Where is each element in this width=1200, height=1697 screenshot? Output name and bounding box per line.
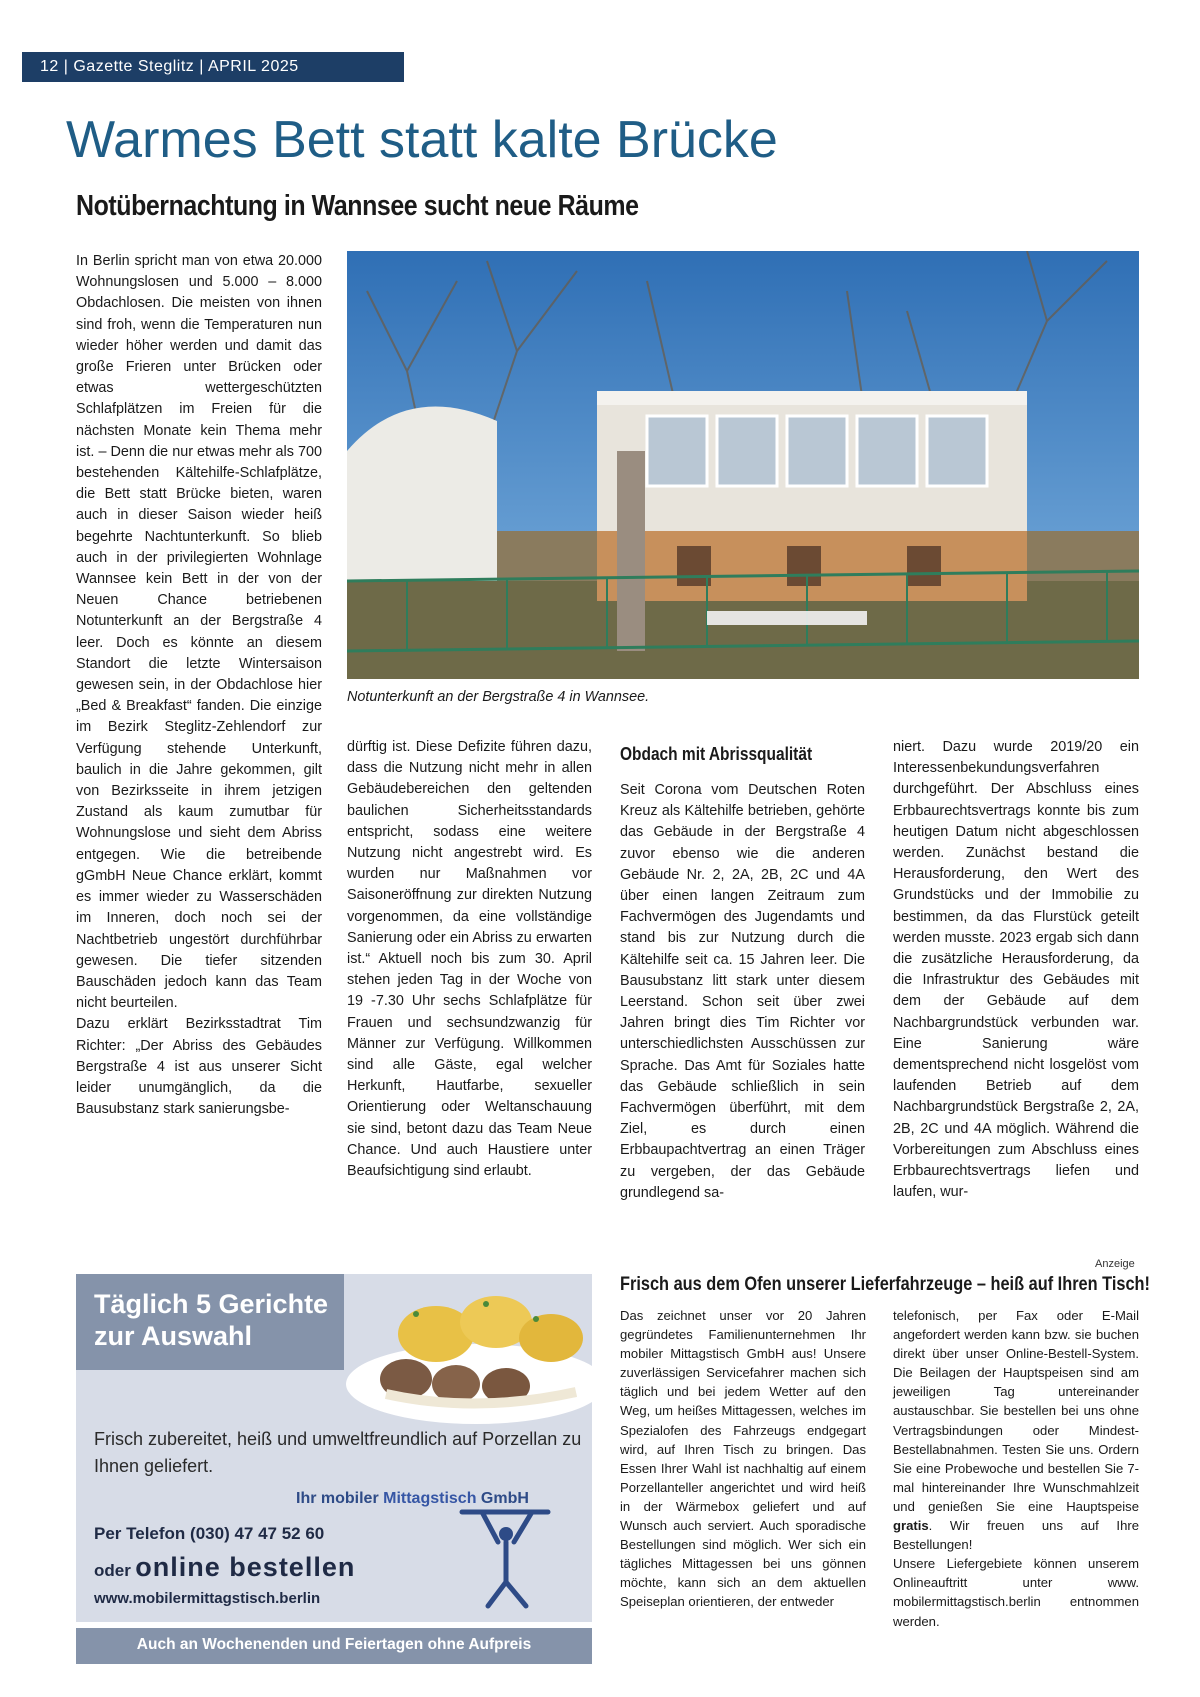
article-photo <box>347 251 1139 679</box>
ad-column-2 <box>893 1306 1139 1631</box>
article-paragraph: Seit Corona vom Deutschen Roten Kreuz als Kältehilfe betrieben, gehörte das Gebäude in der Bergstraße 4 zuvor ebenso wie die anderen Gebäude Nr. 2, 2A, 2B, 2C und 4A über einen langen Zeitraum zum Fachvermögen des Jugendamts und stand bis zur Nutzung durch die Kältehilfe seit ca. 15 Jahren leer. Die Bausubstanz litt stark unter diesem Leerstand. Schon seit über zwei Jahren bringt dies Tim Richter vor unterschiedlichsten Ausschüssen zur Sprache. Das Amt für Soziales hatte das Gebäude schließlich in sein Fachvermögen überführt, mit dem Ziel, es durch einen Erbbaupachtvertrag an einen Träger zu vergeben, der das Gebäude grundlegend sa- <box>620 782 865 1201</box>
ad-phone: Per Telefon (030) 47 47 52 60 <box>94 1524 325 1543</box>
brand-suffix: GmbH <box>476 1490 529 1507</box>
ad-online-text: online bestellen <box>135 1552 356 1582</box>
article-column-1 <box>76 251 322 1120</box>
article-title: Warmes Bett statt kalte Brücke <box>66 111 778 169</box>
ad-text: . Wir freuen uns auf Ihre Bestellungen! <box>893 1518 1139 1553</box>
brand-name: Mittagstisch <box>383 1490 477 1507</box>
ad-paragraph: Das zeichnet unser vor 20 Jahren gegründetes Familienunternehmen Ihr mobiler Mittagstisch GmbH aus! Unsere zuverlässigen Servicefahrer machen sich täglich und bei jedem Wetter auf den Weg, um heißes Mittagessen, welches im Spezialofen des Fahrzeugs endgegart wird, auf Ihren Tisch zu bringen. Das Essen Ihrer Wahl ist nachhaltig auf einem Porzellanteller angerichtet und wird heiß in der Wärmebox geliefert und auf Wunsch auch serviert. Auch sporadische Bestellungen sind möglich. Wer sich ein tägliches Mittagessen bei uns gönnen möchte, kann sich an dem aktuellen Speiseplan orientieren, der entweder <box>620 1308 866 1610</box>
photo-caption: Notunterkunft an der Bergstraße 4 in Wannsee. <box>347 689 650 705</box>
page-header-bar <box>22 52 404 82</box>
article-paragraph: Dazu erklärt Bezirksstadtrat Tim Richter: „Der Abriss des Gebäudes Bergstraße 4 ist aus unserer Sicht leider unumgänglich, da die Bausubstanz stark sanierungsbe- <box>76 1016 322 1118</box>
ad-box-title: Täglich 5 Gerichte zur Auswahl <box>94 1289 329 1351</box>
waiter-logo-icon <box>452 1502 558 1614</box>
article-paragraph: In Berlin spricht man von etwa 20.000 Wohnungslosen und 5.000 – 8.000 Obdachlosen. Die meisten von ihnen sind froh, wenn die Temperaturen nun wieder höher werden und damit das große Frieren unter Brücken oder etwas wettergeschützten Schlafplätzen im Freien für die nächsten Monate kein Thema mehr ist. – Denn die nur etwas mehr als 700 bestehenden Kältehilfe-Schlafplätze, die Bett statt Brücke bieten, waren auch in dieser Saison wieder heiß begehrte Nachtunterkunft. So blieb auch in der privilegierten Wohnlage Wannsee kein Bett in der von der Neuen Chance betriebenen Notunterkunft an der Bergstraße 4 leer. Doch es könnte an diesem Standort die letzte Wintersaison gewesen sein, in der Obdachlose hier „Bed & Breakfast“ fanden. Die einzige im Bezirk Steglitz-Zehlendorf zur Verfügung stehende Unterkunft, baulich in die Jahre gekommen, gilt von Bezirksseite in ihrem jetzigen Zustand als kaum zumutbar für Wohnungslose und sieht dem Abriss entgegen. Wie die betreibende gGmbH Neue Chance erklärt, kommt es immer wieder zu Wasserschäden im Inneren, doch noch sei der Nachtbetrieb ungestört durchführbar gewesen. Die tiefer sitzenden Bauschäden jedoch kann das Team nicht beurteilen. <box>76 253 322 1012</box>
ad-footer-banner <box>76 1628 592 1664</box>
article-column-3 <box>620 780 865 1204</box>
food-image <box>346 1274 592 1424</box>
ad-paragraph: Unsere Liefergebiete können unserem Onlineauftritt unter www. mobilermittagstisch.berlin entnommen werden. <box>893 1556 1139 1629</box>
ad-text: telefonisch, per Fax oder E-Mail angefordert werden kann bzw. sie buchen direkt über unser Online-Bestell-System. Die Beilagen der Hauptspeisen sind am jeweiligen Tag untereinander austauschbar. Sie bestellen bei uns ohne Vertragsbindungen oder Mindest-Bestellabnahmen. Testen Sie uns. Ordern Sie eine Probewoche und bestellen Sie 7-mal hintereinander Ihre Wunschmahlzeit und genießen Sie eine Hauptspeise <box>893 1308 1139 1514</box>
brand-prefix: Ihr mobiler <box>296 1490 384 1507</box>
ad-paragraph <box>893 1306 1139 1554</box>
article-subtitle: Notübernachtung in Wannsee sucht neue Räume <box>76 190 639 222</box>
ad-box-subtitle: Frisch zubereitet, heiß und umweltfreundlich auf Porzellan zu Ihnen geliefert. <box>94 1429 582 1476</box>
ad-banner <box>76 1274 592 1622</box>
ad-url: www.mobilermittagstisch.berlin <box>94 1590 321 1607</box>
section-heading: Obdach mit Abrissqualität <box>620 744 813 764</box>
ad-headline: Frisch aus dem Ofen unserer Lieferfahrzeuge – heiß auf Ihren Tisch! <box>620 1274 1150 1295</box>
ad-label: Anzeige <box>1095 1258 1135 1270</box>
page-header-text: 12 | Gazette Steglitz | APRIL 2025 <box>40 58 299 75</box>
article-column-2 <box>347 737 592 1182</box>
article-column-4 <box>893 737 1139 1203</box>
article-paragraph: dürftig ist. Diese Defizite führen dazu, dass die Nutzung nicht mehr in allen Gebäudebereichen den geltenden baulichen Sicherheitsstandards entspricht, sodass eine weitere Nutzung nicht angestrebt wird. Es wurden nur Maßnahmen vor Saisoneröffnung zur direkten Nutzung vorgenommen, da eine vollständige Sanierung oder ein Abriss zu erwarten ist.“ Aktuell noch bis zum 30. April stehen jeden Tag in der Woche von 19 -7.30 Uhr sechs Schlafplätze für Frauen und sechsundzwanzig für Männer zur Verfügung. Willkommen sind alle Gäste, egal welcher Herkunft, Hautfarbe, sexueller Orientierung oder Weltanschauung sie sind, betont dazu das Team Neue Chance. Und auch Haustiere unter Beaufsichtigung sind erlaubt. <box>347 739 592 1180</box>
ad-online-order <box>94 1552 355 1583</box>
ad-footer-text: Auch an Wochenenden und Feiertagen ohne Aufpreis <box>136 1636 532 1653</box>
ad-oder: oder <box>94 1561 131 1580</box>
ad-text-bold: gratis <box>893 1518 929 1534</box>
article-paragraph: niert. Dazu wurde 2019/20 ein Interessenbekundungsverfahren durchgeführt. Der Abschluss eines Erbbaurechtsvertrags konnte bis zum heutigen Datum nicht abgeschlossen werden. Zunächst bestand die Herausforderung, den Wert des Grundstücks und der Immobilie zu bestimmen, da das Flurstück geteilt werden musste. 2023 ergab sich dann die zusätzliche Herausforderung, da die Infrastruktur des Gebäudes mit dem der Gebäude auf dem Nachbargrundstück verbunden war. Eine Sanierung wäre dementsprechend nicht losgelöst vom laufenden Betrieb auf dem Nachbargrundstück Bergstraße 2, 2A, 2B, 2C und 4A möglich. Während die Vorbereitungen zum Abschluss eines Erbbaurechtsvertrags liefen und laufen, wur- <box>893 739 1139 1201</box>
ad-column-1 <box>620 1306 866 1612</box>
